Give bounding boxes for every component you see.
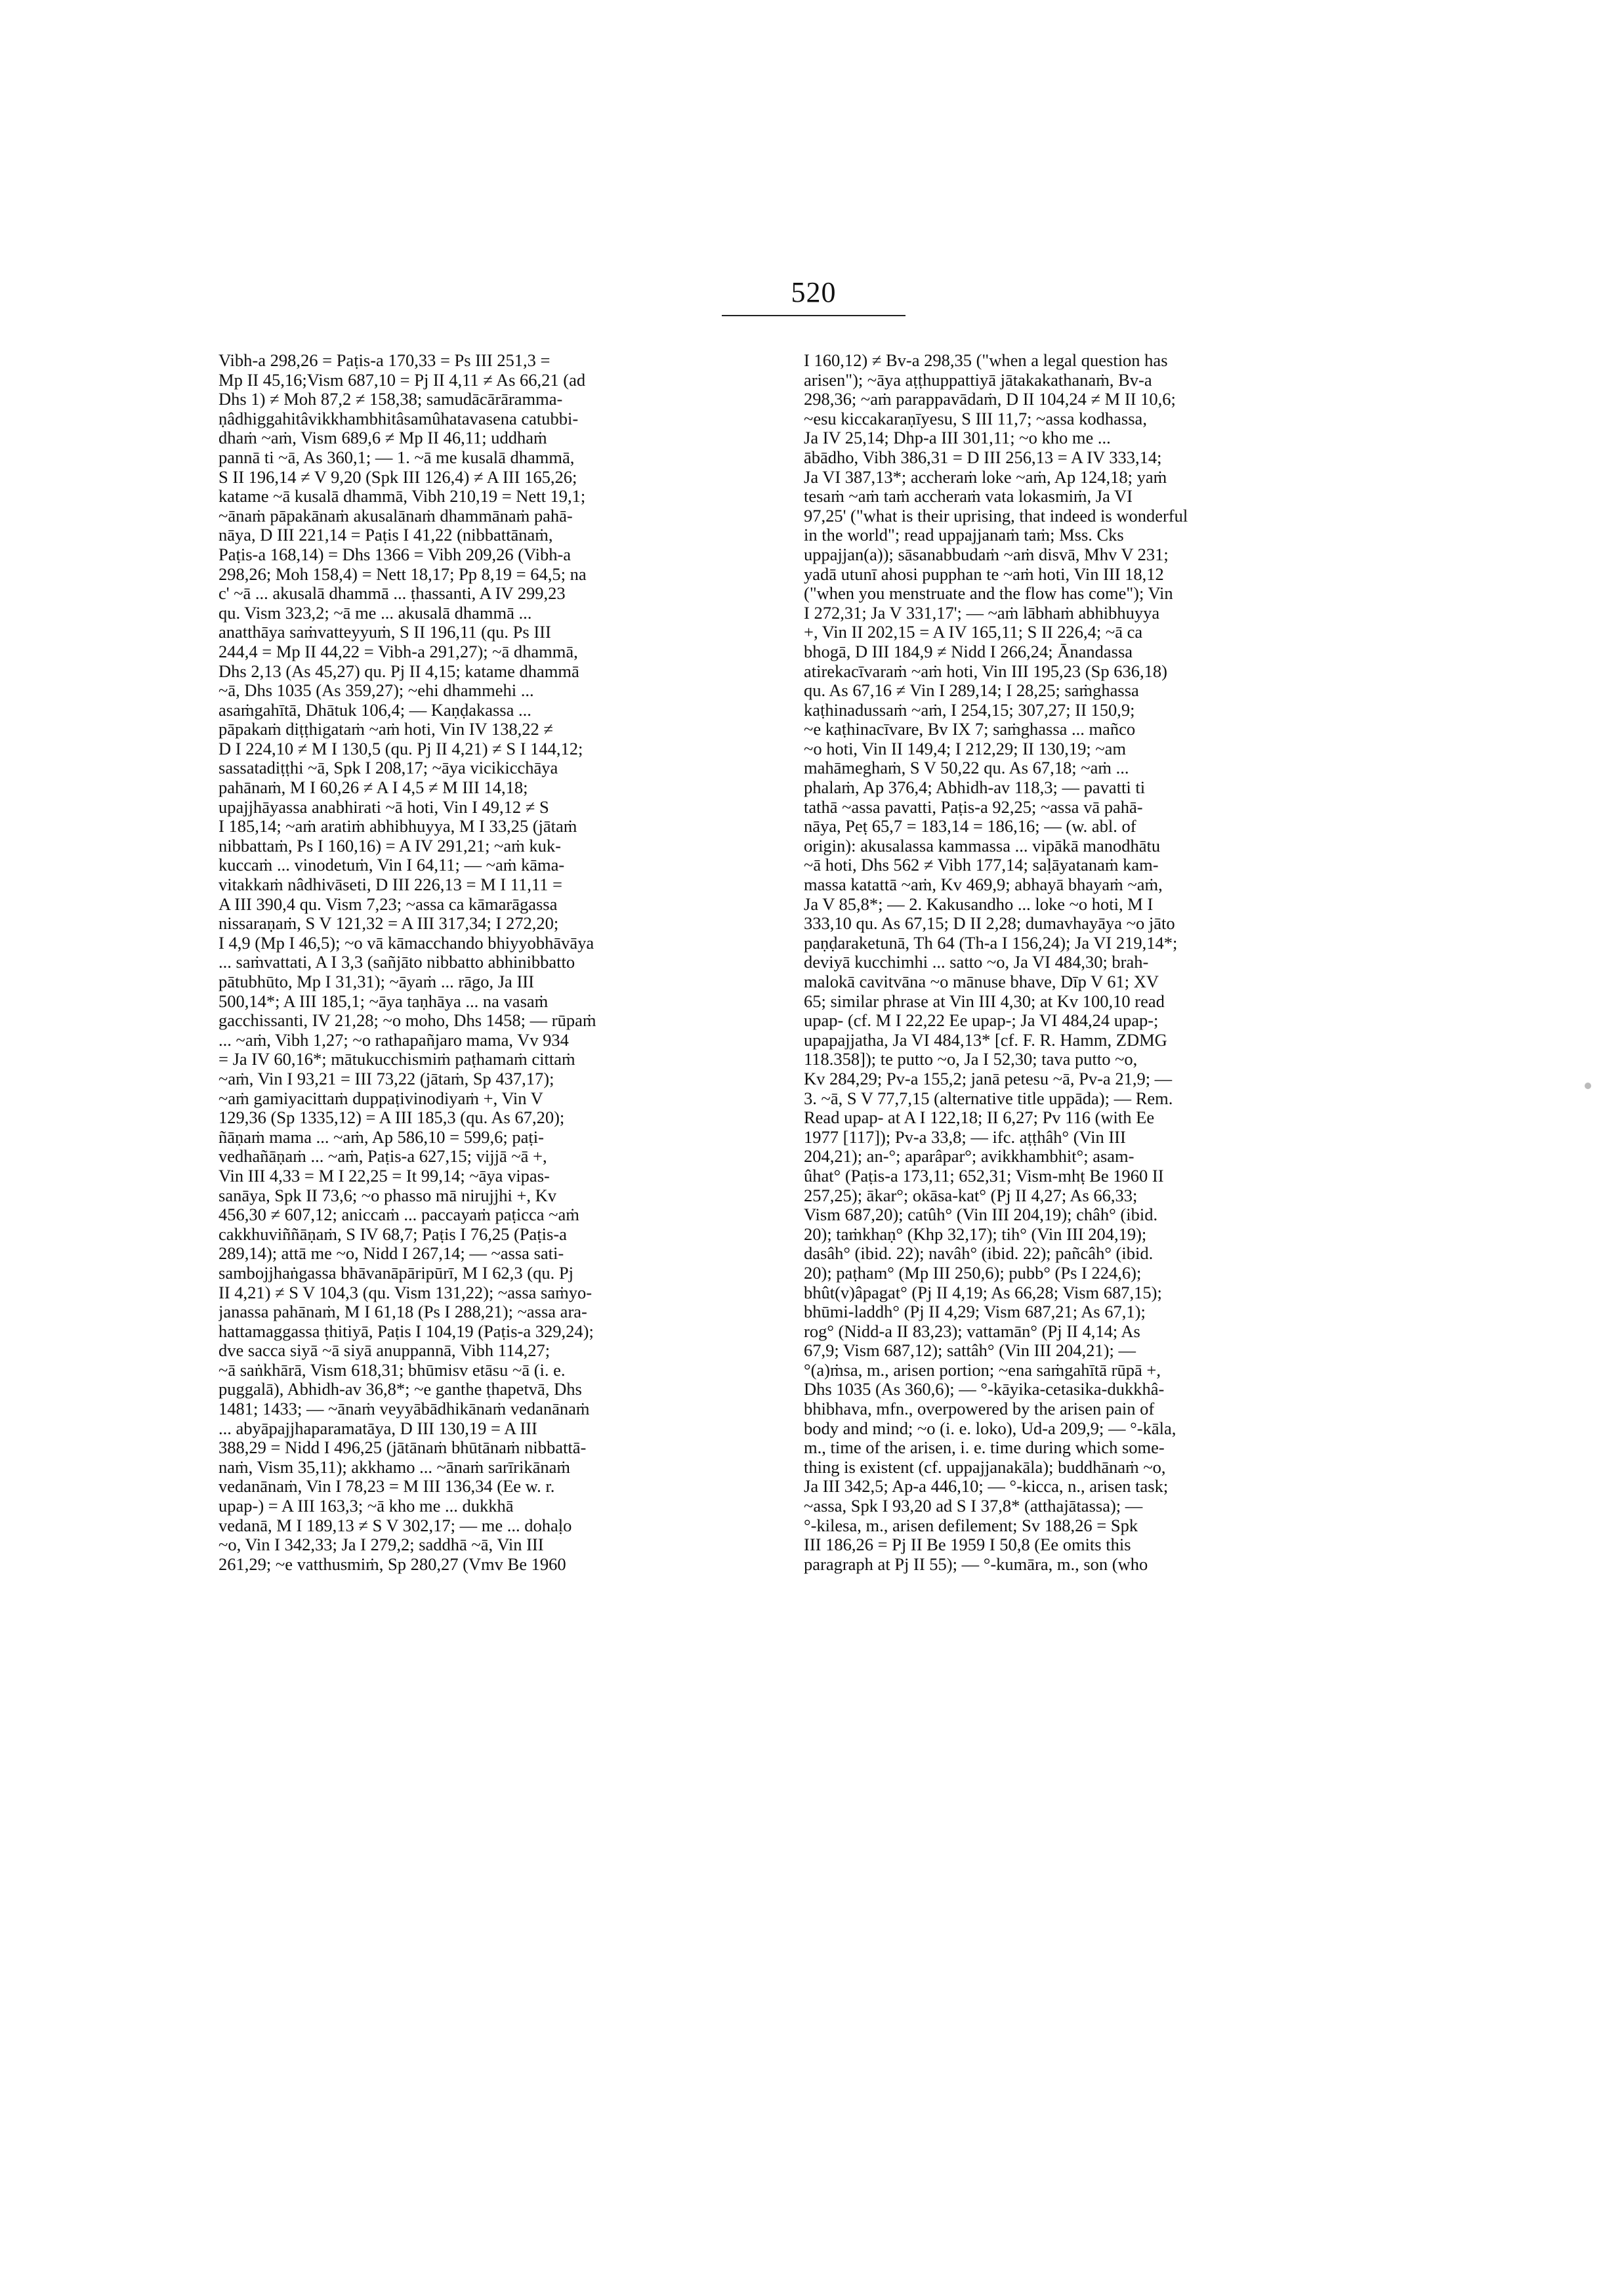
text-line: m., time of the arisen, i. e. time during which some-	[804, 1438, 1165, 1458]
text-line: °-kilesa, m., arisen defilement; Sv 188,26 = Spk	[804, 1516, 1138, 1535]
text-line: ("when you menstruate and the flow has come"); Vin	[804, 584, 1173, 604]
text-line: upap- (cf. M I 22,22 Ee upap-; Ja VI 484,24 upap-;	[804, 1011, 1159, 1031]
text-line: ... saṁvattati, A I 3,3 (sañjāto nibbatto abhinibbatto	[219, 953, 575, 972]
text-line: bhibhava, mfn., overpowered by the arisen pain of	[804, 1399, 1155, 1419]
text-line: Vibh-a 298,26 = Paṭis-a 170,33 = Ps III 251,3 =	[219, 351, 551, 370]
text-line: pannā ti ~ā, As 360,1; — 1. ~ā me kusalā dhammā,	[219, 447, 575, 467]
text-line: 67,9; Vism 687,12); sattâh° (Vin III 204,21); —	[804, 1341, 1136, 1361]
text-line: 289,14); attā me ~o, Nidd I 267,14; — ~assa sati-	[219, 1244, 564, 1264]
text-line: 500,14*; A III 185,1; ~āya taṇhāya ... na vasaṁ	[219, 991, 549, 1011]
text-line: paragraph at Pj II 55); — °-kumāra, m., son (who	[804, 1554, 1148, 1574]
text-line: ~ānaṁ pāpakānaṁ akusalānaṁ dhammānaṁ pahā-	[219, 506, 573, 526]
text-line: ~ā saṅkhārā, Vism 618,31; bhūmisv etāsu ~ā (i. e.	[219, 1360, 566, 1380]
text-line: ~aṁ, Vin I 93,21 = III 73,22 (jātaṁ, Sp 437,17);	[219, 1069, 554, 1088]
text-line: Ja VI 387,13*; accheraṁ loke ~aṁ, Ap 124,18; yaṁ	[804, 467, 1167, 487]
text-line: 204,21); an-°; aparâpar°; avikkhambhit°; asam-	[804, 1147, 1135, 1167]
text-line: pahānaṁ, M I 60,26 ≠ A I 4,5 ≠ M III 14,18;	[219, 778, 528, 798]
text-line: cakkhuviññāṇaṁ, S IV 68,7; Paṭis I 76,25 (Paṭis-a	[219, 1224, 567, 1244]
text-line: tathā ~assa pavatti, Paṭis-a 92,25; ~assa vā pahā-	[804, 797, 1143, 817]
text-line: Mp II 45,16;Vism 687,10 = Pj II 4,11 ≠ As 66,21 (ad	[219, 370, 586, 390]
text-line: puggalā), Abhidh-av 36,8*; ~e ganthe ṭhapetvā, Dhs	[219, 1380, 582, 1399]
text-line: Dhs 1) ≠ Moh 87,2 ≠ 158,38; samudācārāramma-	[219, 390, 563, 409]
text-line: 388,29 = Nidd I 496,25 (jātānaṁ bhūtānaṁ nibbattā-	[219, 1438, 587, 1458]
text-line: 3. ~ā, S V 77,7,15 (alternative title uppāda); — Rem.	[804, 1088, 1173, 1108]
text-line: pāpakaṁ diṭṭhigataṁ ~aṁ hoti, Vin IV 138,22 ≠	[219, 720, 553, 739]
text-line: I 160,12) ≠ Bv-a 298,35 ("when a legal question has	[804, 351, 1168, 370]
text-line: qu. As 67,16 ≠ Vin I 289,14; I 28,25; saṁghassa	[804, 681, 1139, 701]
page-number-rule	[722, 315, 906, 316]
text-line: I 185,14; ~aṁ aratiṁ abhibhuyya, M I 33,25 (jātaṁ	[219, 817, 577, 837]
text-line: 298,26; Moh 158,4) = Nett 18,17; Pp 8,19 = 64,5; na	[219, 564, 587, 584]
text-line: dve sacca siyā ~ā siyā anuppannā, Vibh 114,27;	[219, 1341, 551, 1361]
text-line: 244,4 = Mp II 44,22 = Vibh-a 291,27); ~ā dhammā,	[219, 642, 578, 661]
text-line: thing is existent (cf. uppajjanakāla); buddhānaṁ ~o,	[804, 1457, 1166, 1477]
text-line: naṁ, Vism 35,11); akkhamo ... ~ānaṁ sarīrikānaṁ	[219, 1457, 571, 1477]
text-line: nāya, D III 221,14 = Paṭis I 41,22 (nibbattānaṁ,	[219, 526, 553, 545]
text-line: qu. Vism 323,2; ~ā me ... akusalā dhammā ...	[219, 603, 532, 623]
text-line: body and mind; ~o (i. e. loko), Ud-a 209,9; — °-kāla,	[804, 1418, 1176, 1438]
text-line: ~e kaṭhinacīvare, Bv IX 7; saṁghassa ... mañco	[804, 720, 1136, 739]
text-line: Dhs 2,13 (As 45,27) qu. Pj II 4,15; katame dhammā	[219, 661, 579, 681]
text-line: dasâh° (ibid. 22); navâh° (ibid. 22); pañcâh° (ibid.	[804, 1244, 1154, 1264]
text-line: bhūmi-laddh° (Pj II 4,29; Vism 687,21; As 67,1);	[804, 1302, 1146, 1322]
right-column	[804, 351, 1388, 1574]
text-line: vedanā, M I 189,13 ≠ S V 302,17; — me ... dohaḷo	[219, 1516, 572, 1535]
text-line: sambojjhaṅgassa bhāvanāpāripūrī, M I 62,3 (qu. Pj	[219, 1263, 573, 1283]
text-line: ṇâdhiggahitâvikkhambhitâsamûhatavasena catubbi-	[219, 409, 579, 428]
text-line: ~o hoti, Vin II 149,4; I 212,29; II 130,19; ~am	[804, 739, 1127, 758]
text-line: 65; similar phrase at Vin III 4,30; at Kv 100,10 read	[804, 991, 1165, 1011]
text-line: bhût(v)âpagat° (Pj II 4,19; As 66,28; Vism 687,15);	[804, 1283, 1162, 1302]
text-line: origin): akusalassa kammassa ... vipākā manodhātu	[804, 836, 1161, 856]
text-line: uppajjan(a)); sāsanabbudaṁ ~aṁ disvā, Mhv V 231;	[804, 545, 1169, 564]
text-line: mahāmeghaṁ, S V 50,22 qu. As 67,18; ~aṁ ...	[804, 758, 1129, 778]
text-line: 118.358]); te putto ~o, Ja I 52,30; tava putto ~o,	[804, 1050, 1138, 1069]
page-number: 520	[791, 276, 837, 308]
text-line: malokā cavitvāna ~o mānuse bhave, Dīp V 61; XV	[804, 972, 1159, 991]
text-line: nibbattaṁ, Ps I 160,16) = A IV 291,21; ~aṁ kuk-	[219, 836, 561, 856]
text-line: bhogā, D III 184,9 ≠ Nidd I 266,24; Ānandassa	[804, 642, 1133, 661]
text-line: sassatadiṭṭhi ~ā, Spk I 208,17; ~āya vicikicchāya	[219, 758, 558, 778]
text-line: ñāṇaṁ mama ... ~aṁ, Ap 586,10 = 599,6; paṭi-	[219, 1127, 544, 1147]
text-line: massa katattā ~aṁ, Kv 469,9; abhayā bhayaṁ ~aṁ,	[804, 875, 1163, 895]
text-line: ~assa, Spk I 93,20 ad S I 37,8* (atthajātassa); —	[804, 1497, 1143, 1516]
text-line: arisen"); ~āya aṭṭhuppattiyā jātakakathanaṁ, Bv-a	[804, 370, 1152, 390]
text-line: Read upap- at A I 122,18; II 6,27; Pv 116 (with Ee	[804, 1108, 1155, 1128]
text-line: 20); paṭham° (Mp III 250,6); pubb° (Ps I 224,6);	[804, 1263, 1142, 1283]
text-line: ābādho, Vibh 386,31 = D III 256,13 = A IV 333,14;	[804, 447, 1162, 467]
text-line: upap-) = A III 163,3; ~ā kho me ... dukkhā	[219, 1497, 514, 1516]
text-line: anatthāya saṁvatteyyuṁ, S II 196,11 (qu. Ps III	[219, 623, 551, 642]
text-line: 1481; 1433; — ~ānaṁ veyyābādhikānaṁ vedanānaṁ	[219, 1399, 590, 1419]
text-line: atirekacīvaraṁ ~aṁ hoti, Vin III 195,23 (Sp 636,18)	[804, 661, 1167, 681]
text-line: Vism 687,20); catûh° (Vin III 204,19); châh° (ibid.	[804, 1205, 1158, 1225]
text-line: rog° (Nidd-a II 83,23); vattamān° (Pj II 4,14; As	[804, 1321, 1140, 1341]
text-line: ~ā hoti, Dhs 562 ≠ Vibh 177,14; saḷāyatanaṁ kam-	[804, 856, 1159, 875]
text-line: nāya, Peṭ 65,7 = 183,14 = 186,16; — (w. abl. of	[804, 817, 1136, 837]
text-line: D I 224,10 ≠ M I 130,5 (qu. Pj II 4,21) ≠ S I 144,12;	[219, 739, 583, 758]
text-line: vedanānaṁ, Vin I 78,23 = M III 136,34 (Ee w. r.	[219, 1477, 555, 1497]
text-line: 261,29; ~e vatthusmiṁ, Sp 280,27 (Vmv Be 1960	[219, 1554, 566, 1574]
text-line: ~ā, Dhs 1035 (As 359,27); ~ehi dhammehi ...	[219, 681, 534, 701]
text-line: upajjhāyassa anabhirati ~ā hoti, Vin I 49,12 ≠ S	[219, 797, 549, 817]
scan-speck	[1585, 1083, 1591, 1089]
text-line: dhaṁ ~aṁ, Vism 689,6 ≠ Mp II 46,11; uddhaṁ	[219, 428, 547, 448]
text-line: pātubhūto, Mp I 31,31); ~āyaṁ ... rāgo, Ja III	[219, 972, 534, 991]
text-line: kaṭhinadussaṁ ~aṁ, I 254,15; 307,27; II 150,9;	[804, 700, 1135, 720]
text-line: Paṭis-a 168,14) = Dhs 1366 = Vibh 209,26 (Vibh-a	[219, 545, 572, 564]
text-line: kuccaṁ ... vinodetuṁ, Vin I 64,11; — ~aṁ kāma-	[219, 856, 565, 875]
text-line: 1977 [117]); Pv-a 33,8; — ifc. aṭṭhâh° (Vin III	[804, 1127, 1126, 1147]
text-line: sanāya, Spk II 73,6; ~o phasso mā nirujjhi +, Kv	[219, 1186, 557, 1205]
text-line: hattamaggassa ṭhitiyā, Paṭis I 104,19 (Paṭis-a 329,24);	[219, 1321, 594, 1341]
text-line: yadā utunī ahosi pupphan te ~aṁ hoti, Vin III 18,12	[804, 564, 1164, 584]
text-line: vitakkaṁ nâdhivāseti, D III 226,13 = M I 11,11 =	[219, 875, 562, 895]
text-line: paṇḍaraketunā, Th 64 (Th-a I 156,24); Ja VI 219,14*;	[804, 933, 1178, 953]
text-line: Ja IV 25,14; Dhp-a III 301,11; ~o kho me ...	[804, 428, 1111, 448]
text-line: vedhañāṇaṁ ... ~aṁ, Paṭis-a 627,15; vijjā ~ā +,	[219, 1147, 547, 1167]
text-line: ~o, Vin I 342,33; Ja I 279,2; saddhā ~ā, Vin III	[219, 1535, 544, 1555]
text-line: ~esu kiccakaraṇīyesu, S III 11,7; ~assa kodhassa,	[804, 409, 1147, 428]
text-line: ... ~aṁ, Vibh 1,27; ~o rathapañjaro mama, Vv 934	[219, 1030, 569, 1050]
text-line: II 4,21) ≠ S V 104,3 (qu. Vism 131,22); ~assa saṁyo-	[219, 1283, 593, 1302]
text-line: A III 390,4 qu. Vism 7,23; ~assa ca kāmarāgassa	[219, 894, 558, 914]
text-line: gacchissanti, IV 21,28; ~o moho, Dhs 1458; — rūpaṁ	[219, 1011, 596, 1031]
left-column	[219, 351, 802, 1574]
text-line: ~aṁ gamiyacittaṁ duppaṭivinodiyaṁ +, Vin V	[219, 1088, 543, 1108]
text-line: in the world"; read uppajjanaṁ taṁ; Mss. Cks	[804, 526, 1124, 545]
text-line: ûhat° (Paṭis-a 173,11; 652,31; Vism-mhṭ Be 1960 II	[804, 1166, 1164, 1186]
text-line: deviyā kucchimhi ... satto ~o, Ja VI 484,30; brah-	[804, 953, 1149, 972]
text-line: ... abyāpajjhaparamatāya, D III 130,19 = A III	[219, 1418, 537, 1438]
text-line: nissaraṇaṁ, S V 121,32 = A III 317,34; I 272,20;	[219, 914, 559, 934]
text-line: III 186,26 = Pj II Be 1959 I 50,8 (Ee omits this	[804, 1535, 1131, 1555]
text-line: I 272,31; Ja V 331,17'; — ~aṁ lābhaṁ abhibhuyya	[804, 603, 1160, 623]
text-line: Kv 284,29; Pv-a 155,2; janā petesu ~ā, Pv-a 21,9; —	[804, 1069, 1173, 1088]
text-line: 20); taṁkhaṇ° (Khp 32,17); tih° (Vin III 204,19);	[804, 1224, 1147, 1244]
text-line: 333,10 qu. As 67,15; D II 2,28; dumavhayāya ~o jāto	[804, 914, 1175, 934]
text-line: S II 196,14 ≠ V 9,20 (Spk III 126,4) ≠ A III 165,26;	[219, 467, 577, 487]
text-line: 257,25); ākar°; okāsa-kat° (Pj II 4,27; As 66,33;	[804, 1186, 1138, 1205]
text-line: asaṁgahītā, Dhātuk 106,4; — Kaṇḍakassa ...	[219, 700, 531, 720]
text-line: 456,30 ≠ 607,12; aniccaṁ ... paccayaṁ paṭicca ~aṁ	[219, 1205, 579, 1225]
text-line: tesaṁ ~aṁ taṁ accheraṁ vata lokasmiṁ, Ja VI	[804, 487, 1133, 507]
text-line: katame ~ā kusalā dhammā, Vibh 210,19 = Nett 19,1;	[219, 487, 586, 507]
text-line: 298,36; ~aṁ parappavādaṁ, D II 104,24 ≠ M II 10,6;	[804, 390, 1176, 409]
text-line: 129,36 (Sp 1335,12) = A III 185,3 (qu. As 67,20);	[219, 1108, 565, 1128]
text-line: phalaṁ, Ap 376,4; Abhidh-av 118,3; — pavatti ti	[804, 778, 1146, 798]
text-line: = Ja IV 60,16*; mātukucchismiṁ paṭhamaṁ cittaṁ	[219, 1050, 575, 1069]
text-line: janassa pahānaṁ, M I 61,18 (Ps I 288,21); ~assa ara-	[219, 1302, 587, 1322]
text-line: Vin III 4,33 = M I 22,25 = It 99,14; ~āya vipas-	[219, 1166, 550, 1186]
text-line: °(a)ṁsa, m., arisen portion; ~ena saṁgahītā rūpā +,	[804, 1360, 1161, 1380]
text-line: upapajjatha, Ja VI 484,13* [cf. F. R. Hamm, ZDMG	[804, 1030, 1167, 1050]
text-line: c' ~ā ... akusalā dhammā ... ṭhassanti, A IV 299,23	[219, 584, 566, 604]
text-line: +, Vin II 202,15 = A IV 165,11; S II 226,4; ~ā ca	[804, 623, 1143, 642]
text-line: 97,25' ("what is their uprising, that indeed is wonderful	[804, 506, 1188, 526]
text-line: Dhs 1035 (As 360,6); — °-kāyika-cetasika-dukkhâ-	[804, 1380, 1165, 1399]
text-line: Ja III 342,5; Ap-a 446,10; — °-kicca, n., arisen task;	[804, 1477, 1169, 1497]
text-line: Ja V 85,8*; — 2. Kakusandho ... loke ~o hoti, M I	[804, 894, 1154, 914]
text-line: I 4,9 (Mp I 46,5); ~o vā kāmacchando bhiyyobhāvāya	[219, 933, 594, 953]
